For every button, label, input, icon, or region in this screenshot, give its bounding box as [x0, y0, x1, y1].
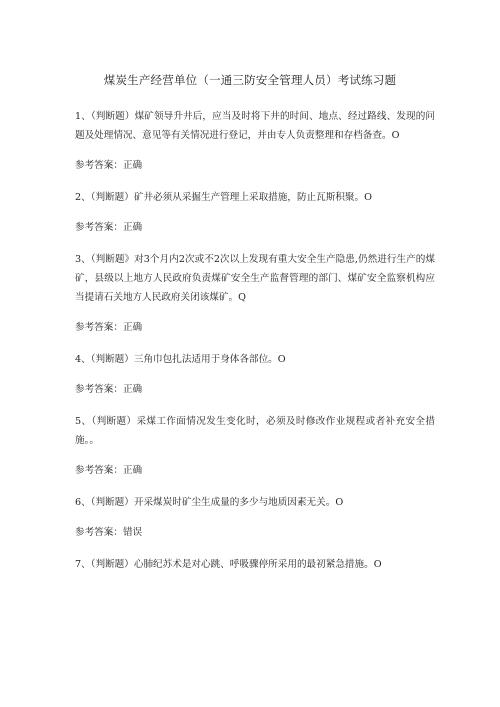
answer-prefix: 参考答案：: [75, 160, 123, 171]
answer-line: [75, 523, 435, 542]
question-text: 7、（判断题）心肺纪苏术是对心跳、呼吸骤停所采用的最初紧急措施。O: [75, 559, 382, 570]
answer-prefix: 参考答案：: [75, 322, 123, 333]
answer-prefix: 参考答案：: [75, 465, 123, 476]
answer-prefix: 参考答案：: [75, 222, 123, 233]
answer-line: [75, 380, 435, 399]
question-text: 6、（判断题）开采煤炭时矿尘生成量的多少与地质因素无关。O: [75, 497, 344, 508]
answer-value: 正确: [122, 465, 143, 476]
answer-line: [75, 218, 435, 237]
answer-value: 错误: [122, 527, 143, 538]
answer-line: [75, 461, 435, 480]
question-item: [75, 188, 435, 250]
question-item: [75, 493, 435, 555]
question-text: 4、（判断题）三角巾包扎法适用于身体各部位。O: [75, 354, 286, 365]
answer-value: 正确: [122, 222, 143, 233]
question-item: [75, 555, 435, 574]
question-text: 1、（判断题）煤矿领导升井后，应当及时将下井的时间、地点、经过路线、发现的问题及处理情况、意见等有关情况进行登记，并由专人负责整理和存档备查。O: [75, 111, 435, 141]
answer-value: 正确: [122, 160, 143, 171]
question-list: [75, 107, 435, 574]
answer-value: 正确: [122, 322, 143, 333]
question-item: [75, 350, 435, 412]
answer-line: [75, 156, 435, 175]
answer-value: 正确: [122, 384, 143, 395]
answer-prefix: 参考答案：: [75, 527, 123, 538]
question-text: 5、（判断题）采煤工作面情况发生变化时，必须及时修改作业规程或者补充安全措施。。: [75, 416, 435, 446]
question-item: [75, 107, 435, 188]
document-title: 煤炭生产经营单位（一通三防安全管理人员）考试练习题: [103, 73, 397, 87]
question-item: [75, 250, 435, 350]
question-text: 3、（判断题》对3个月内2次或不2次以上发现有重大安全生产隐患,仍然进行生产的煤矿，县级以上地方人民政府负责煤矿安全生产监督管理的部门、煤矿安全监察机构应当提请石关地方人民政府关闭该煤矿。Q: [75, 254, 435, 303]
answer-line: [75, 318, 435, 337]
question-item: [75, 412, 435, 493]
question-text: 2、（判断题）矿井必须从采掘生产管理上采取措施，防止瓦斯积聚。O: [75, 192, 372, 203]
answer-prefix: 参考答案：: [75, 384, 123, 395]
